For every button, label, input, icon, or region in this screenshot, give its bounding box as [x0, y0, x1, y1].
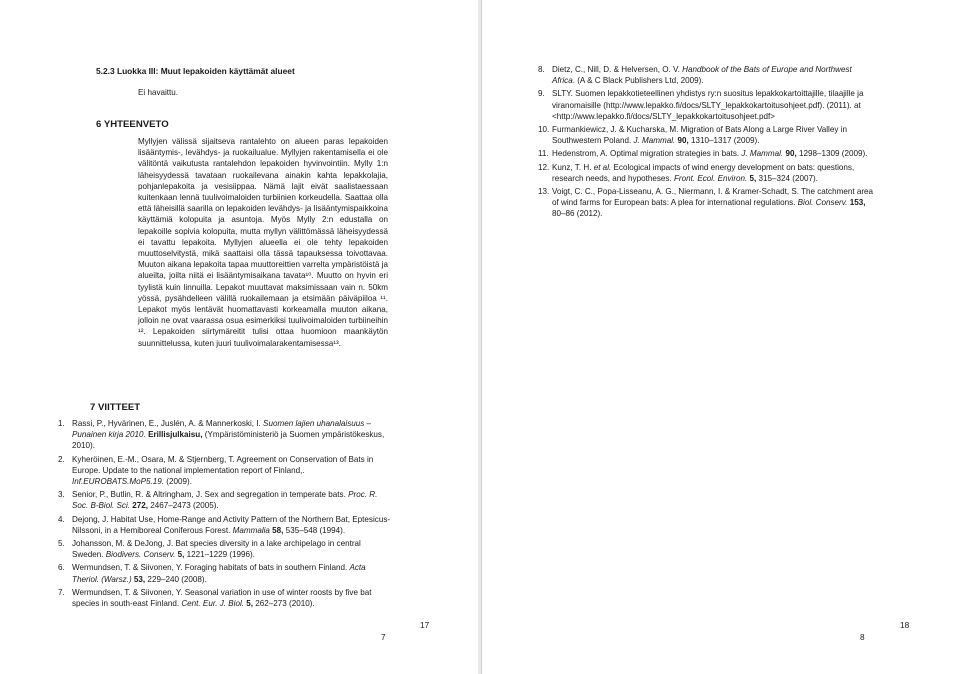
reference-item [58, 514, 393, 536]
page-number-inner: 8 [860, 632, 865, 642]
reference-number: 6. [58, 563, 65, 573]
reference-item [58, 454, 393, 488]
reference-item [538, 186, 874, 220]
reference-number: 2. [58, 454, 65, 464]
reference-item [538, 64, 874, 86]
reference-text: SLTY. Suomen lepakkotieteellinen yhdistys ry:n suositus lepakkokartoittajille, tilaajille ja viranomaisille (http://www.lepakko.fi/docs/SLTY_lepakkokartoitusohjeet.pdf). (2011). at <http://www.lepakko.fi/docs/SLTY_lepakkokartoitusohjeet.pdf> [552, 89, 864, 121]
reference-text: 229–240 (2008). [145, 574, 207, 584]
reference-text: Dejong, J. Habitat Use, Home-Range and Activity Pattern of the Northern Bat, Eptesicus-Nilssoni, in a Hemiboreal Coniferous Forest. [72, 514, 391, 535]
reference-text: Ecological impacts of wind energy development on bats: questions, research needs, and hypotheses. [552, 162, 855, 183]
reference-text: Biol. Conserv. [797, 198, 848, 208]
reference-text: (2009). [164, 477, 192, 487]
reference-text: . [143, 430, 149, 440]
reference-text: 5, [177, 550, 185, 560]
reference-text: J. Mammal. [741, 149, 784, 159]
chapter-heading-references: 7 VIITTEET [90, 402, 141, 413]
chapter-heading-summary: 6 YHTEENVETO [96, 119, 169, 130]
reference-item [58, 562, 393, 584]
reference-list-left [58, 418, 393, 611]
reference-text: 1298–1309 (2009). [796, 149, 868, 159]
reference-text: Proc. R. Soc. B-Biol. Sci. [72, 490, 378, 511]
reference-text: Inf.EUROBATS.MoP5.19. [72, 477, 165, 487]
reference-text: Kunz, T. H. [552, 162, 594, 172]
reference-text: (Ympäristöministeriö ja Suomen ympäristökeskus, 2010). [72, 430, 385, 451]
reference-item [538, 124, 874, 146]
reference-text: Wermundsen, T. & Siivonen, Y. Seasonal variation in use of winter roosts by five bat species in south-east Finland. [72, 587, 372, 609]
reference-item [538, 88, 874, 122]
summary-paragraph: Myllyjen välissä sijaitseva rantalehto on alueen paras lepakoiden lisääntymis-, levähdys- ja ruokailualue. Myllyjen rakentamisella ei ole välitöntä vaikutusta rantalehdon lepakoiden hyvinvointiin. Mylly 1:n läheisyydessä tavataan ruokailevana ainakin kahta lepakkolajia, pohjanlepakoita ja vesisiippaa. Nämä lajit eivät saalistaessaan kuitenkaan lennä tuulivoimaloiden turbiinien korkeudella. Saattaa olla että läheisillä saarilla on lepakoiden levähdys- ja lisääntymispaikkoina käyttämiä kolopuita ja asuntoja. Myös Mylly 2:n edustalla on lepakoille sopivia kolopuita, mutta myllyn välittömässä läheisyydessä ei tavattu lepakoita. Myllyjen alueella ei ole tehty lepakoiden muuttoselvitystä, mikä saattaisi olla tässä tapauksessa toivottavaa. Muuton aikana lepakoita tapaa muuttoreittien varrelta ympäristöistä ja alueilta, joilta niitä ei lisääntymisaikana tavata¹⁰. Muutto on hyvin eri tyylistä kuin linnuilla. Lepakot muuttavat maksimissaan vain n. 50km yössä, pysähdelleen välillä ruokailemaan ja etsimään päiväpiiloa ¹¹. Lepakot myös lentävät huomattavasti korkeamalla muuton aikana, jolloin ne ovat vaarassa osua esimerkiksi tuulivoimaloiden turbiineihin ¹². Lepakoiden siirtymäreitit tulisi ottaa huomioon maankäytön suunnittelussa, kuten juuri tuulivoimalarakentamisessa¹³. [138, 137, 388, 348]
reference-number: 4. [58, 514, 65, 524]
reference-text: 153, [849, 198, 866, 208]
reference-text: Senior, P., Butlin, R. & Altringham, J. Sex and segregation in temperate bats. [72, 490, 349, 500]
reference-item [538, 162, 874, 184]
reference-number: 12. [538, 162, 550, 172]
reference-text: et al. [593, 162, 612, 172]
page-number-outer: 18 [900, 620, 910, 630]
reference-text: 90, [677, 136, 689, 146]
reference-text: Suomen lajien uhanalaisuus – Punainen kirja 2010 [72, 419, 372, 440]
reference-text: 262–273 (2010). [253, 599, 315, 609]
reference-text: 53, [133, 574, 146, 584]
reference-item [538, 148, 874, 159]
reference-number: 9. [538, 89, 545, 99]
reference-text: 2467–2473 (2005). [148, 501, 219, 511]
reference-number: 1. [58, 419, 65, 428]
reference-number: 7. [58, 587, 65, 597]
reference-text: 5, [749, 173, 757, 183]
section-note: Ei havaittu. [138, 88, 179, 97]
reference-item [58, 538, 393, 560]
reference-text: Kyheröinen, E.-M., Osara, M. & Stjernberg, T. Agreement on Conservation of Bats in Europe. Update to the national implementation report of Finland,. [72, 454, 374, 475]
reference-number: 5. [58, 539, 65, 549]
left-page [0, 0, 479, 674]
reference-text: Voigt, C. C., Popa-Lisseanu, A. G., Niermann, I. & Kramer-Schadt, S. The catchment area of wind farms for European bats: A plea for international regulations. [552, 187, 874, 208]
reference-text: Mammalia [232, 525, 270, 535]
reference-text: Acta Theriol. (Warsz.) [72, 563, 366, 584]
reference-item [58, 418, 393, 452]
right-page [481, 0, 960, 674]
reference-text: Cent. Eur. J. Biol. [181, 599, 245, 609]
reference-text: 90, [785, 149, 797, 159]
reference-text: Rassi, P., Hyvärinen, E., Juslén, A. & Mannerkoski, I. [72, 419, 264, 428]
page-number-inner: 7 [381, 632, 386, 642]
reference-text: Front. Ecol. Environ. [673, 173, 748, 183]
section-heading: 5.2.3 Luokka III: Muut lepakoiden käyttämät alueet [96, 66, 295, 76]
reference-number: 11. [538, 149, 549, 159]
reference-text: . (A & C Black Publishers Ltd, 2009). [572, 76, 704, 86]
page-number-outer: 17 [420, 620, 430, 630]
reference-text: Furmankiewicz, J. & Kucharska, M. Migration of Bats Along a Large River Valley in Southwestern Poland. [552, 125, 847, 146]
reference-text: 1310–1317 (2009). [688, 136, 760, 146]
reference-text: 1221–1229 (1996). [184, 550, 255, 560]
reference-text: 58, [272, 525, 284, 535]
reference-text: Biodivers. Conserv. [105, 550, 176, 560]
reference-text: Hedenstrom, A. Optimal migration strategies in bats. [552, 149, 742, 159]
reference-number: 3. [58, 490, 65, 500]
reference-item [58, 489, 393, 511]
reference-text: Wermundsen, T. & Siivonen, Y. Foraging habitats of bats in southern Finland. [72, 563, 350, 573]
reference-text: 315–324 (2007). [756, 173, 818, 183]
reference-list-right [538, 64, 874, 222]
reference-text: Johansson, M. & DeJong, J. Bat species diversity in a lake archipelago in central Sweden. [72, 539, 361, 560]
reference-text: 272, [132, 501, 149, 511]
reference-number: 13. [538, 187, 550, 197]
reference-number: 8. [538, 65, 545, 74]
reference-item [58, 587, 393, 609]
reference-text: Erillisjulkaisu, [148, 430, 203, 440]
reference-number: 10. [538, 125, 550, 135]
reference-text: 5, [246, 599, 254, 609]
reference-text: 535–548 (1994). [283, 525, 346, 535]
reference-text: Dietz, C., Nill, D. & Helversen, O. V. [552, 65, 683, 74]
reference-text: J. Mammal. [633, 136, 676, 146]
reference-text: 80–86 (2012). [552, 209, 603, 219]
reference-text: Handbook of the Bats of Europe and Northwest Africa [552, 65, 852, 86]
